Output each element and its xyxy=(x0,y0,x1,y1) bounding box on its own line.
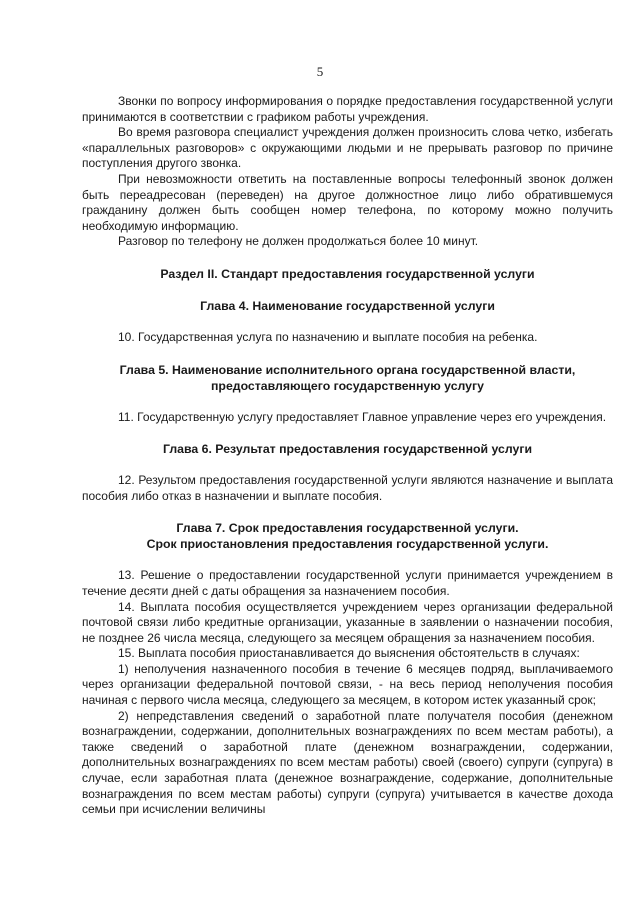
paragraph-15-item-1: 1) неполучения назначенного пособия в течение 6 месяцев подряд, выплачиваемого через организации федеральной почтовой связи, - на весь период неполучения пособия начиная с первого числа месяца, следующего за месяцем, в котором истек указанный срок; xyxy=(82,661,613,708)
paragraph-15-item-2: 2) непредставления сведений о заработной плате получателя пособия (денежном вознаграждении, содержании, дополнительных вознаграждениях по всем местам работы), а также сведений о заработной плате (денежном вознаграждении, содержании, дополнительных вознаграждениях по всем местам работы) своей (своего) супруги (супруга) в случае, если заработная плата (денежное вознаграждение, содержание, дополнительные вознаграждения по всем местам работы) супруги (супруга) учитывается в качестве дохода семьи при исчислении величины xyxy=(82,708,613,817)
section-2-heading: Раздел II. Стандарт предоставления государственной услуги xyxy=(160,266,535,281)
paragraph-14: 14. Выплата пособия осуществляется учреждением через организации федеральной почтовой связи либо кредитные организации, указанные в заявлении о назначении пособия, не позднее 26 числа месяца, следующего за месяцем обращения за назначением пособия. xyxy=(82,599,613,645)
paragraph-10: 10. Государственная услуга по назначению и выплате пособия на ребенка. xyxy=(118,329,538,344)
paragraph-call-schedule: Звонки по вопросу информирования о порядке предоставления государственной услуги принимаются в соответствии с графиком работы учреждения. xyxy=(82,94,613,124)
document-body xyxy=(82,94,613,818)
paragraph-12: 12. Результом предоставления государственной услуги являются назначение и выплата пособия либо отказ в назначении и выплате пособия. xyxy=(82,473,613,503)
chapter-7-heading-line-1: Глава 7. Срок предоставления государственной услуги. xyxy=(176,521,519,536)
chapter-7-heading-line-2: Срок приостановления предоставления государственной услуги. xyxy=(146,537,549,552)
chapter-6-heading: Глава 6. Результат предоставления государственной услуги xyxy=(162,442,533,457)
chapter-5-heading-line-1: Глава 5. Наименование исполнительного органа государственной власти, xyxy=(119,362,576,377)
paragraph-11: 11. Государственную услугу предоставляет Главное управление через его учреждения. xyxy=(118,409,607,424)
paragraph-call-duration: Разговор по телефону не должен продолжаться более 10 минут. xyxy=(118,234,479,249)
paragraph-conversation-rules: Во время разговора специалист учреждения должен произносить слова четко, избегать «параллельных разговоров» с окружающими людьми и не прерывать разговор по причине поступления другого звонка. xyxy=(82,125,613,171)
paragraph-13: 13. Решение о предоставлении государственной услуги принимается учреждением в течение десяти дней с даты обращения за назначением пособия. xyxy=(82,568,613,598)
chapter-4-heading: Глава 4. Наименование государственной услуги xyxy=(200,298,495,313)
chapter-5-heading-line-2: предоставляющего государственную услугу xyxy=(211,378,484,393)
paragraph-call-redirect: При невозможности ответить на поставленные вопросы телефонный звонок должен быть переадресован (переведен) на другое должностное лицо либо обратившемуся гражданину должен быть сообщен номер телефона, по которому можно получить необходимую информацию. xyxy=(82,171,613,233)
paragraph-15: 15. Выплата пособия приостанавливается до выяснения обстоятельств в случаях: xyxy=(118,646,580,661)
page-number: 5 xyxy=(316,64,324,79)
